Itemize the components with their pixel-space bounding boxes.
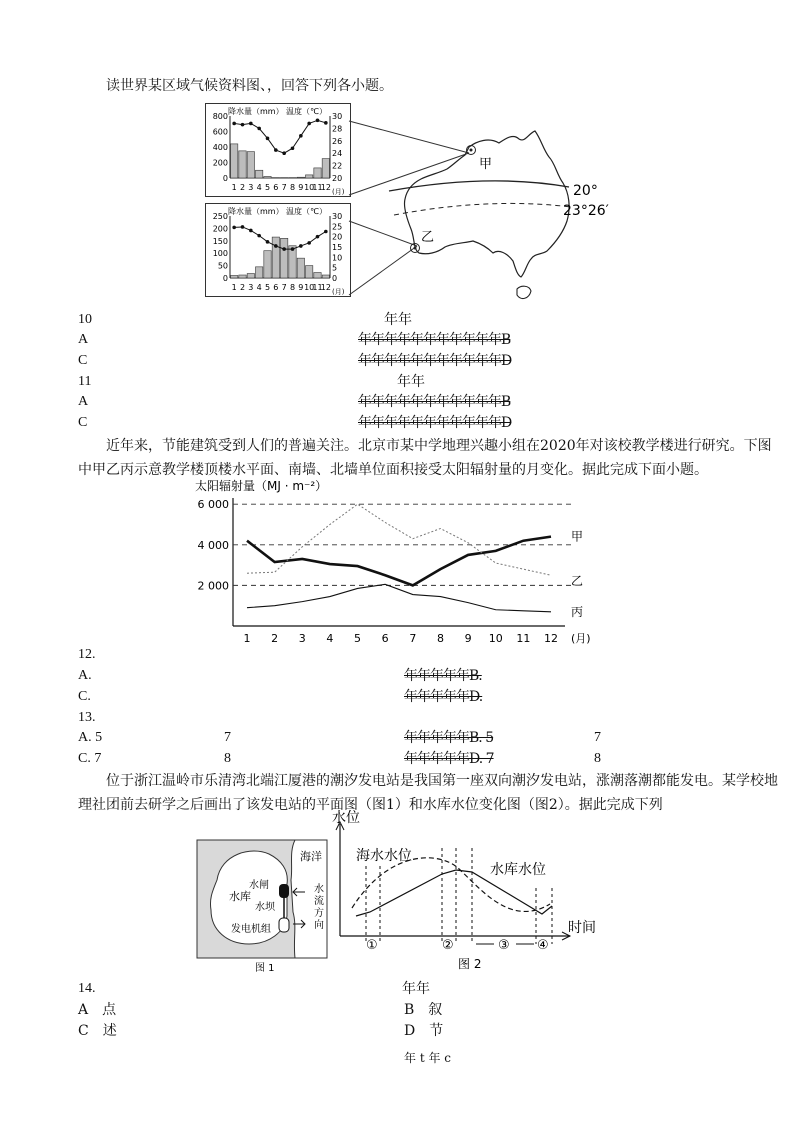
marker-4: ④	[537, 938, 549, 953]
point-yi-dot	[414, 247, 417, 250]
climate-chart-1-svg	[206, 104, 350, 196]
climate-1-month-unit: (月)	[332, 188, 345, 196]
climate-2-precip-bar	[247, 274, 254, 278]
climate-1-left-tick: 0	[222, 174, 228, 183]
radiation-series-line	[247, 504, 551, 575]
climate-1-month-label: 5	[264, 183, 271, 192]
climate-2-temp-point	[291, 247, 295, 251]
climate-1-precip-bar	[247, 152, 254, 178]
page-footer: 年 t 年 c	[404, 1051, 451, 1065]
fig2-sea-label: 海水水位	[356, 848, 412, 864]
radiation-series-label: 乙	[571, 574, 584, 589]
climate-1-right-tick: 24	[332, 149, 343, 159]
climate-1-precip-label: 降水量（mm）	[228, 107, 284, 116]
climate-1-temp-point	[307, 122, 311, 126]
radiation-chart	[195, 478, 615, 648]
q12-option-d: 年年年年年D.	[404, 689, 483, 705]
q11-option-d: 年年年年年年年年年年年D	[358, 415, 512, 431]
label-lat-20: 20°	[573, 183, 598, 199]
climate-1-month-label: 2	[239, 183, 246, 192]
passage-tidal-text: 位于浙江温岭市乐清湾北端江厦港的潮汐发电站是我国第一座双向潮汐发电站，涨潮落潮都能发电。某学校地理社团前去研学之后画出了该发电站的平面图（图1）和水库水位变化图（图2）。据此完成下列	[78, 773, 778, 813]
q11-option-a: A	[78, 394, 89, 409]
climate-2-month-label: 11	[312, 283, 323, 292]
q10-number: 10	[78, 312, 92, 327]
radiation-xtick: 4	[326, 632, 334, 645]
q10-option-a: A	[78, 332, 89, 347]
climate-2-month-label: 9	[298, 283, 304, 292]
label-yi: 乙	[421, 230, 435, 245]
climate-2-precip-bar	[297, 258, 304, 278]
label-flow-2: 流	[314, 896, 324, 907]
climate-2-temp-point	[282, 247, 286, 251]
water-gate-icon	[279, 884, 289, 898]
climate-1-month-label: 6	[273, 183, 279, 192]
climate-1-right-tick: 20	[332, 174, 343, 183]
radiation-xtick: 3	[298, 632, 306, 645]
climate-chart-1	[205, 103, 351, 197]
q14-option-d: D 节	[404, 1023, 444, 1039]
radiation-xtick: 6	[381, 632, 389, 645]
q10-option-c: C	[78, 353, 88, 368]
climate-1-month-label: 12	[320, 183, 331, 192]
connector-line-jia	[349, 121, 469, 153]
radiation-ylabel: 太阳辐射量（MJ · m⁻²）	[195, 479, 328, 493]
label-dam: 水坝	[255, 902, 275, 913]
fig2-xlabel: 时间	[568, 920, 596, 936]
radiation-xunit: (月)	[571, 632, 591, 645]
label-flow-4: 向	[314, 920, 324, 931]
label-tropic: 23°26′	[563, 203, 609, 219]
q13-option-d-2: 8	[594, 751, 601, 766]
climate-2-right-tick: 10	[332, 253, 343, 263]
passage-solar-text: 近年来，节能建筑受到人们的普遍关注。北京市某中学地理兴趣小组在2020年对该校教学楼进行研究。下图中甲乙丙示意教学楼顶楼水平面、南墙、北墙单位面积接受太阳辐射量的月变化。据此完成下面小题。	[78, 438, 772, 478]
climate-2-month-label: 3	[248, 283, 254, 292]
climate-2-right-tick: 15	[332, 243, 343, 252]
radiation-ytick: 6 000	[197, 498, 229, 512]
radiation-xtick: 1	[243, 632, 251, 645]
q12-option-a: A.	[78, 668, 92, 683]
climate-1-left-tick: 600	[212, 127, 228, 137]
climate-2-temp-point	[249, 229, 253, 233]
radiation-series-label: 甲	[571, 529, 584, 544]
q12-number: 12.	[78, 647, 96, 662]
climate-2-temp-point	[241, 225, 245, 229]
climate-1-precip-bar	[297, 177, 304, 178]
climate-2-month-label: 1	[231, 283, 237, 292]
climate-1-precip-bar	[306, 175, 313, 178]
climate-1-precip-bar	[239, 151, 246, 178]
label-ocean: 海洋	[300, 850, 322, 863]
climate-2-month-label: 12	[320, 283, 331, 292]
radiation-ytick: 2 000	[197, 579, 229, 593]
climate-1-right-tick: 28	[332, 124, 343, 134]
climate-1-temp-point	[249, 122, 253, 126]
radiation-series-line	[247, 584, 551, 611]
climate-2-temp-point	[232, 226, 236, 230]
climate-1-precip-bar	[264, 176, 271, 178]
climate-1-precip-bar	[231, 144, 238, 178]
climate-2-precip-bar	[256, 267, 263, 278]
climate-1-temp-point	[324, 121, 328, 125]
fig2-reservoir-label: 水库水位	[490, 862, 546, 878]
passage-solar	[78, 434, 778, 482]
marker-3: ③	[498, 938, 510, 953]
tasmania-outline	[517, 286, 531, 298]
q13-option-c-2: 8	[224, 751, 231, 766]
climate-2-right-tick: 30	[332, 212, 343, 221]
climate-2-temp-point	[257, 234, 261, 238]
climate-2-temp-point	[316, 235, 320, 239]
climate-2-precip-bar	[306, 266, 313, 278]
q13-option-b: 年年年年年B. 5	[404, 730, 494, 746]
figure-2-water-level	[330, 808, 610, 976]
marker-2: ②	[442, 938, 454, 953]
climate-2-precip-bar	[231, 276, 238, 278]
generator-icon	[279, 918, 289, 932]
climate-1-temp-point	[266, 137, 270, 141]
climate-2-temp-label: 温度（℃）	[286, 207, 327, 216]
climate-2-left-tick: 50	[217, 261, 228, 271]
q14-title: 年年	[402, 981, 430, 997]
q13-number: 13.	[78, 710, 96, 725]
radiation-xtick: 10	[488, 632, 503, 645]
q13-option-a: A. 5	[78, 730, 103, 745]
climate-1-month-label: 10	[304, 183, 315, 192]
climate-2-temp-point	[324, 230, 328, 234]
climate-2-temp-point	[274, 244, 278, 248]
label-jia: 甲	[479, 157, 493, 172]
climate-1-right-tick: 22	[332, 161, 343, 171]
climate-2-temp-line	[234, 227, 326, 249]
climate-1-month-label: 8	[289, 183, 296, 192]
q13-option-d: 年年年年年D. 7	[404, 751, 494, 767]
climate-1-temp-point	[274, 148, 278, 152]
q14-option-c: C 述	[78, 1023, 117, 1039]
tropic-line	[394, 203, 571, 215]
marker-1: ①	[366, 938, 378, 953]
australia-map	[349, 103, 609, 303]
radiation-xtick: 2	[271, 632, 279, 645]
q10-title: 年年	[384, 312, 412, 328]
radiation-series-label: 丙	[571, 604, 584, 619]
climate-chart-2-svg	[206, 204, 350, 296]
climate-2-left-tick: 250	[212, 212, 228, 221]
climate-2-precip-bar	[314, 273, 321, 278]
climate-2-precip-bar	[322, 275, 329, 278]
q10-option-d: 年年年年年年年年年年年D	[358, 353, 512, 369]
q11-number: 11	[78, 374, 92, 389]
climate-2-left-tick: 200	[212, 224, 228, 234]
figure-2-caption: 图 2	[458, 957, 482, 971]
radiation-xtick: 11	[516, 632, 531, 645]
q13-option-b-2: 7	[594, 730, 601, 745]
label-gate: 水闸	[249, 880, 269, 891]
climate-2-left-tick: 150	[212, 236, 228, 246]
climate-2-right-tick: 25	[332, 222, 343, 232]
connector-line-yi	[349, 221, 417, 246]
climate-1-right-tick: 30	[332, 112, 343, 121]
climate-2-month-label: 8	[289, 283, 296, 292]
climate-1-temp-point	[257, 127, 261, 131]
climate-2-right-tick: 5	[332, 263, 338, 273]
q11-option-c: C	[78, 415, 88, 430]
climate-1-temp-point	[316, 119, 320, 123]
climate-1-month-label: 11	[312, 183, 323, 192]
climate-2-month-label: 6	[273, 283, 279, 292]
climate-chart-2	[205, 203, 351, 297]
climate-1-temp-point	[282, 151, 286, 155]
climate-2-left-tick: 0	[222, 274, 228, 283]
climate-1-temp-label: 温度（℃）	[286, 107, 327, 116]
radiation-series-line	[247, 537, 551, 586]
climate-1-month-label: 7	[281, 183, 287, 192]
climate-1-temp-line	[234, 120, 326, 153]
radiation-xtick: 7	[409, 632, 417, 645]
climate-1-temp-point	[241, 123, 245, 127]
point-jia-dot	[470, 149, 473, 152]
climate-1-precip-bar	[314, 168, 321, 178]
climate-2-temp-point	[299, 244, 303, 248]
q11-option-b: 年年年年年年年年年年年B	[358, 394, 511, 410]
climate-2-month-label: 2	[239, 283, 246, 292]
climate-2-month-unit: (月)	[332, 288, 345, 296]
radiation-xtick: 5	[354, 632, 362, 645]
climate-2-precip-bar	[239, 275, 246, 278]
radiation-xtick: 8	[436, 632, 444, 645]
climate-1-temp-point	[291, 146, 295, 150]
radiation-ytick: 4 000	[197, 538, 229, 552]
climate-2-month-label: 7	[281, 283, 287, 292]
climate-1-month-label: 3	[248, 183, 254, 192]
climate-1-left-tick: 800	[212, 112, 228, 121]
climate-2-precip-bar	[272, 237, 279, 278]
label-generator: 发电机组	[231, 924, 271, 935]
figure-1-plan	[197, 840, 332, 975]
q12-option-b: 年年年年年B.	[404, 668, 482, 684]
climate-1-month-label: 4	[256, 183, 262, 192]
climate-1-temp-point	[232, 122, 236, 126]
climate-2-left-tick: 100	[212, 249, 228, 259]
climate-1-left-tick: 400	[212, 143, 228, 152]
climate-1-temp-point	[299, 134, 303, 138]
climate-1-left-tick: 200	[212, 158, 228, 168]
climate-1-precip-bar	[322, 159, 329, 178]
climate-2-precip-bar	[264, 251, 271, 278]
q13-option-a-2: 7	[224, 730, 231, 745]
climate-2-precip-bar	[281, 238, 288, 278]
label-flow-3: 方	[314, 908, 324, 919]
climate-2-month-label: 10	[304, 283, 315, 292]
fig2-ylabel: 水位	[332, 810, 360, 826]
q12-option-c: C.	[78, 689, 91, 704]
climate-2-temp-point	[307, 241, 311, 245]
q14-option-b: B 叙	[404, 1002, 443, 1018]
q14-number: 14.	[78, 981, 96, 996]
climate-2-precip-label: 降水量（mm）	[228, 207, 284, 216]
label-flow-1: 水	[314, 884, 324, 895]
climate-1-month-label: 9	[298, 183, 304, 192]
q10-option-b: 年年年年年年年年年年年B	[358, 332, 511, 348]
climate-2-month-label: 4	[256, 283, 262, 292]
q13-option-c: C. 7	[78, 751, 102, 766]
intro-text: 读世界某区域气候资料图、，回答下列各小题。	[106, 78, 393, 94]
climate-2-right-tick: 20	[332, 232, 343, 242]
climate-2-right-tick: 0	[332, 274, 338, 283]
climate-2-month-label: 5	[264, 283, 271, 292]
radiation-xtick: 12	[544, 632, 558, 645]
label-reservoir: 水库	[229, 890, 251, 903]
climate-2-temp-point	[266, 240, 270, 244]
climate-1-month-label: 1	[231, 183, 237, 192]
connector-line-yi-2	[349, 246, 417, 295]
climate-1-precip-bar	[256, 170, 263, 178]
q11-title: 年年	[397, 374, 425, 390]
climate-1-right-tick: 26	[332, 136, 343, 146]
q14-option-a: A 点	[78, 1002, 117, 1018]
figure-1-caption: 图 1	[255, 963, 275, 974]
radiation-xtick: 9	[464, 632, 472, 645]
